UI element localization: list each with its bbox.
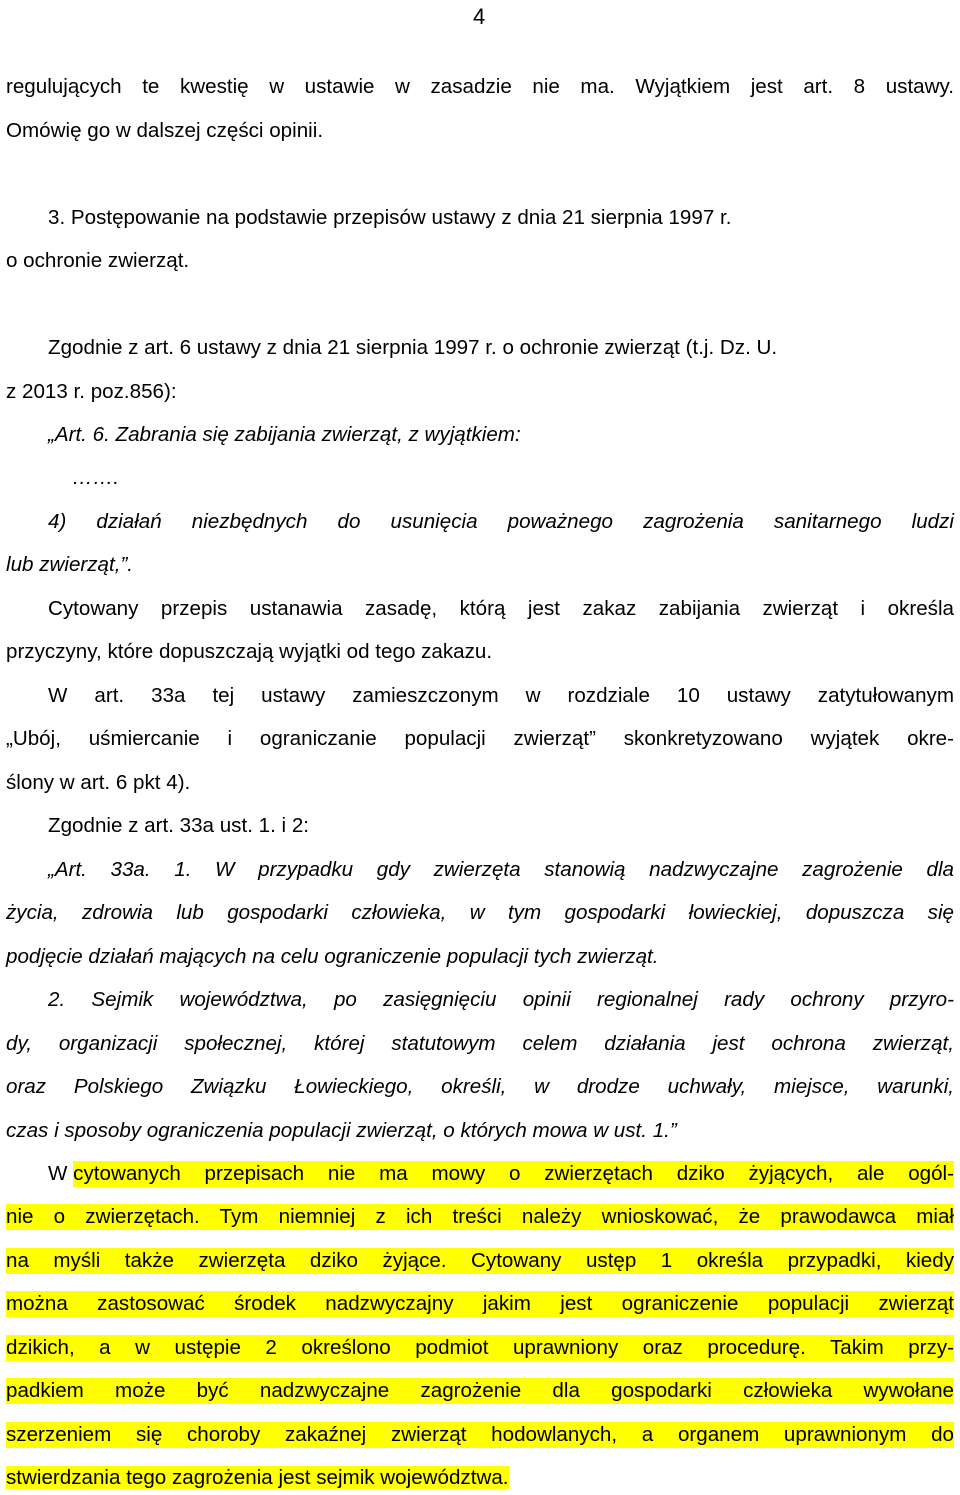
body-line-3: Zgodnie z art. 6 ustawy z dnia 21 sierpnia 1997 r. o ochronie zwierząt (t.j. Dz. U.	[48, 336, 778, 359]
highlighted-line-8-text: stwierdzania tego zagrożenia jest sejmik województwa.	[6, 1466, 509, 1489]
highlighted-line-3	[6, 1248, 954, 1274]
body-line-2: Omówię go w dalszej części opinii.	[6, 119, 324, 142]
body-line-8: „Ubój, uśmiercanie i ograniczanie populacji zwierząt” skonkretyzowano wyjątek okre-	[6, 727, 954, 750]
quote-art-33a-1: „Art. 33a. 1. W przypadku gdy zwierzęta stanowią nadzwyczajne zagrożenie dla	[48, 858, 954, 881]
quote-art-33a-6: oraz Polskiego Związku Łowieckiego, określi, w drodze uchwały, miejsce, warunki,	[6, 1075, 954, 1098]
highlighted-line-7	[6, 1422, 954, 1448]
section-heading-line-1: 3. Postępowanie na podstawie przepisów ustawy z dnia 21 sierpnia 1997 r.	[48, 206, 732, 229]
highlighted-line-1-text: cytowanych przepisach nie ma mowy o zwierzętach dziko żyjących, ale ogól-	[73, 1162, 954, 1185]
section-heading-line-2: o ochronie zwierząt.	[6, 249, 190, 272]
body-line-1: regulujących te kwestię w ustawie w zasadzie nie ma. Wyjątkiem jest art. 8 ustawy.	[6, 75, 954, 98]
highlighted-line-6-text: padkiem może być nadzwyczajne zagrożenie dla gospodarki człowieka wywołane	[6, 1379, 954, 1402]
quote-ellipsis: …….	[72, 466, 119, 489]
highlighted-line-4	[6, 1291, 954, 1317]
highlighted-line-8	[6, 1465, 509, 1491]
body-line-5: Cytowany przepis ustanawia zasadę, którą jest zakaz zabijania zwierząt i określa	[48, 597, 954, 620]
body-line-4: z 2013 r. poz.856):	[6, 380, 177, 403]
quote-art-33a-5: dy, organizacji społecznej, której statutowym celem działania jest ochrona zwierząt,	[6, 1032, 954, 1055]
highlighted-line-1-prefix: W	[48, 1162, 74, 1185]
highlighted-line-4-text: można zastosować środek nadzwyczajny jakim jest ograniczenie populacji zwierząt	[6, 1292, 954, 1315]
highlighted-line-7-text: szerzeniem się choroby zakaźnej zwierząt hodowlanych, a organem uprawnionym do	[6, 1423, 954, 1446]
quote-art-33a-4: 2. Sejmik województwa, po zasięgnięciu opinii regionalnej rady ochrony przyro-	[48, 988, 954, 1011]
highlighted-line-2	[6, 1204, 954, 1230]
body-line-9: ślony w art. 6 pkt 4).	[6, 771, 191, 794]
quote-art-33a-3: podjęcie działań mających na celu ograniczenie populacji tych zwierząt.	[6, 945, 659, 968]
body-line-10: Zgodnie z art. 33a ust. 1. i 2:	[48, 814, 310, 837]
highlighted-line-5	[6, 1335, 954, 1361]
highlighted-line-2-text: nie o zwierzętach. Tym niemniej z ich treści należy wnioskować, że prawodawca miał	[6, 1205, 954, 1228]
quote-point-4: 4) działań niezbędnych do usunięcia poważnego zagrożenia sanitarnego ludzi	[48, 510, 954, 533]
body-line-6: przyczyny, które dopuszczają wyjątki od tego zakazu.	[6, 640, 493, 663]
page-number: 4	[473, 4, 486, 29]
quote-art-33a-2: życia, zdrowia lub gospodarki człowieka, w tym gospodarki łowieckiej, dopuszcza się	[6, 901, 954, 924]
quote-point-4-end: lub zwierząt,”.	[6, 553, 134, 576]
highlighted-line-5-text: dzikich, a w ustępie 2 określono podmiot uprawniony oraz procedurę. Takim przy-	[6, 1336, 954, 1359]
highlighted-line-6	[6, 1378, 954, 1404]
highlighted-line-1	[48, 1161, 954, 1187]
quote-art-6: „Art. 6. Zabrania się zabijania zwierząt, z wyjątkiem:	[48, 423, 521, 446]
quote-art-33a-7: czas i sposoby ograniczenia populacji zwierząt, o których mowa w ust. 1.”	[6, 1119, 677, 1142]
highlighted-line-3-text: na myśli także zwierzęta dziko żyjące. Cytowany ustęp 1 określa przypadki, kiedy	[6, 1249, 954, 1272]
body-line-7: W art. 33a tej ustawy zamieszczonym w rozdziale 10 ustawy zatytułowanym	[48, 684, 954, 707]
